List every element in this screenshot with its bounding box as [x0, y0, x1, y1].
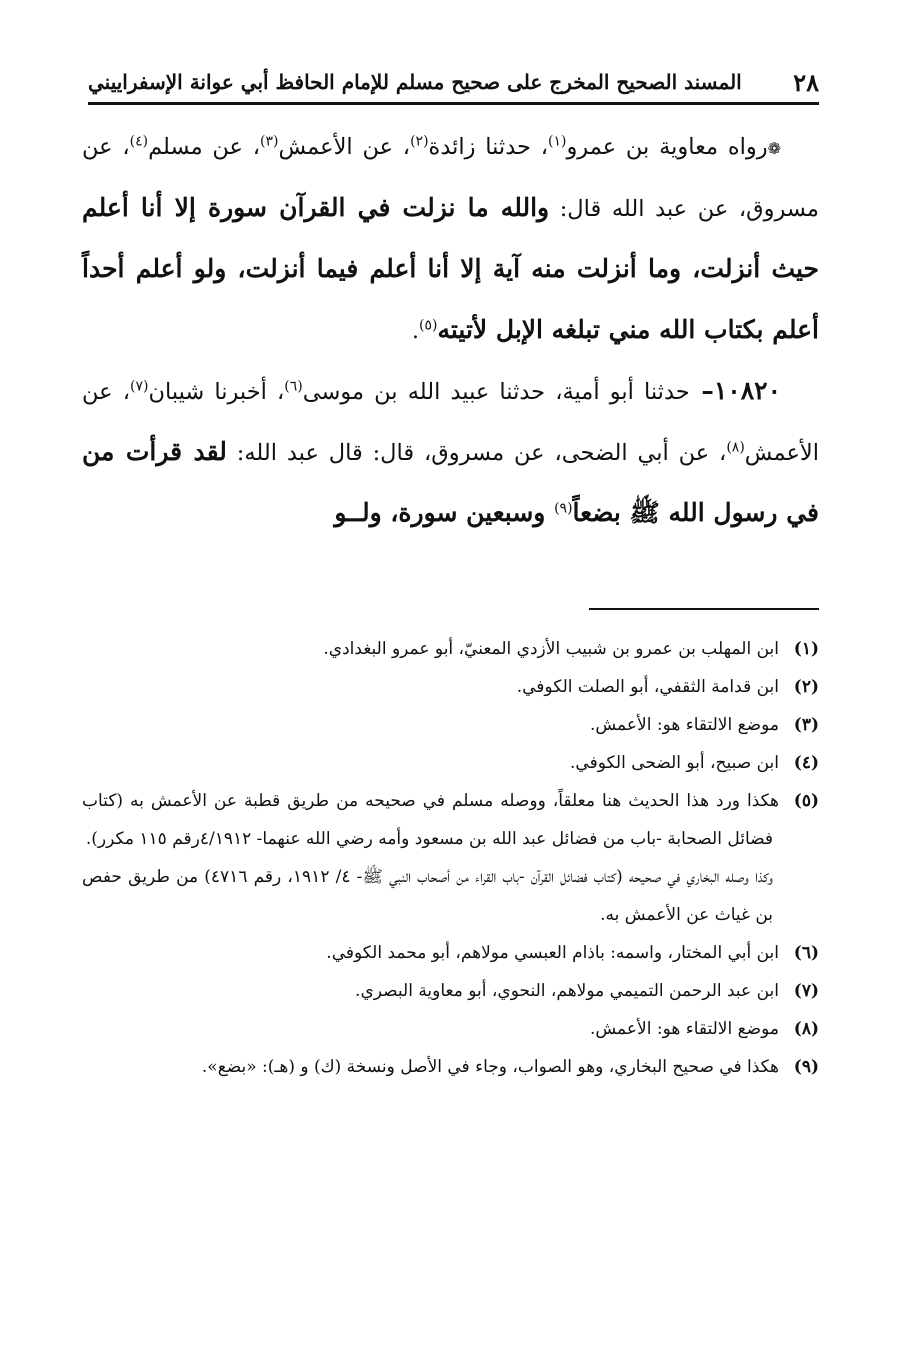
footnote-ref: (٤)	[129, 133, 149, 150]
page-number: ٢٨	[793, 67, 819, 97]
hadith-text: والله ما نزلت في القرآن سورة إلا أنا أعلم حيث أنزلت، وما أنزلت منه آية إلا أنا أعلم فيما أنزلت، ولو أعلم أحداً أعلم بكتاب الله مني تبلغه الإبل لأتيته	[82, 193, 819, 344]
footnote-5: (٥)هكذا ورد هذا الحديث هنا معلقاً، ووصله مسلم في صحيحه من طريق قطبة عن الأعمش به (كتاب فضائل الصحابة -باب من فضائل عبد الله بن مسعود وأمه رضي الله عنهما- ٤/١٩١٢رقم ١١٥ مكرر).	[82, 791, 819, 849]
footnote-ref: (٨)	[726, 439, 745, 456]
footnote-separator	[589, 608, 819, 610]
footnote-7: (٧)ابن عبد الرحمن التميمي مولاهم، النحوي، أبو معاوية البصري.	[355, 981, 819, 1001]
main-text	[82, 118, 819, 544]
footnote-ref: (١)	[547, 133, 567, 150]
paragraph-2: ١٠٨٢٠– حدثنا أبو أمية، حدثنا عبيد الله بن موسى$^{(٦)}$، أخبرنا شيبان$^{(٧)}$، عن الأعمش$^{(٨)}$، عن أبي الضحى، عن مسروق، قال: قال عبد الله: لقد قرأت من في رسول الله ﷺ بضعاً$^{(٩)}$ وسبعين سورة، ولــو	[82, 376, 819, 527]
footnote-ref: (٣)	[260, 133, 279, 150]
hadith-text: لقد قرأت من في رسول الله ﷺ بضعاً	[82, 437, 819, 527]
footnote-3: (٣)موضع الالتقاء هو: الأعمش.	[589, 715, 819, 735]
footnote-ref: (٢)	[410, 133, 429, 150]
footnote-4: (٤)ابن صبيح، أبو الضحى الكوفي.	[570, 753, 819, 773]
running-title: المسند الصحيح المخرج على صحيح مسلم للإمام الحافظ أبي عوانة الإسفراييني	[88, 70, 742, 94]
page-header	[88, 62, 819, 105]
footnote-ref: (٧)	[129, 378, 149, 395]
footnote-2: (٢)ابن قدامة الثقفي، أبو الصلت الكوفي.	[516, 677, 819, 697]
footnote-5-continued: وكذا وصله البخاري في صحيحه (كتاب فضائل القرآن -باب القراء من أصحاب النبي ﷺ- ٤/ ١٩١٢، رقم ٤٧١٦) من طريق حفص بن غياث عن الأعمش به.	[82, 867, 773, 925]
hadith-number: ١٠٨٢٠	[713, 376, 782, 405]
paragraph-1: ❁رواه معاوية بن عمرو$^{(١)}$، حدثنا زائدة$^{(٢)}$، عن الأعمش$^{(٣)}$، عن مسلم$^{(٤)}$، عن مسروق، عن عبد الله قال: والله ما نزلت في القرآن سورة إلا أنا أعلم حيث أنزلت، وما أنزلت منه آية إلا أنا أعلم فيما أنزلت، ولو أعلم أحداً أعلم بكتاب الله مني تبلغه الإبل لأتيته$^{(٥)}$.	[82, 133, 819, 344]
footnote-ref: (٩)	[554, 500, 573, 517]
footnotes	[82, 630, 819, 1086]
footnote-ref: (٦)	[284, 378, 303, 395]
star-ornament-icon: ❁	[767, 139, 782, 158]
footnote-6: (٦)ابن أبي المختار، واسمه: باذام العبسي مولاهم، أبو محمد الكوفي.	[326, 943, 819, 963]
footnote-ref: (٥)	[419, 317, 438, 334]
footnote-9: (٩)هكذا في صحيح البخاري، وهو الصواب، وجاء في الأصل ونسخة (ك) و (هـ): «بضع».	[201, 1057, 819, 1077]
footnote-8: (٨)موضع الالتقاء هو: الأعمش.	[589, 1019, 819, 1039]
footnote-1: (١)ابن المهلب بن عمرو بن شبيب الأزدي المعنيّ، أبو عمرو البغدادي.	[323, 639, 819, 659]
